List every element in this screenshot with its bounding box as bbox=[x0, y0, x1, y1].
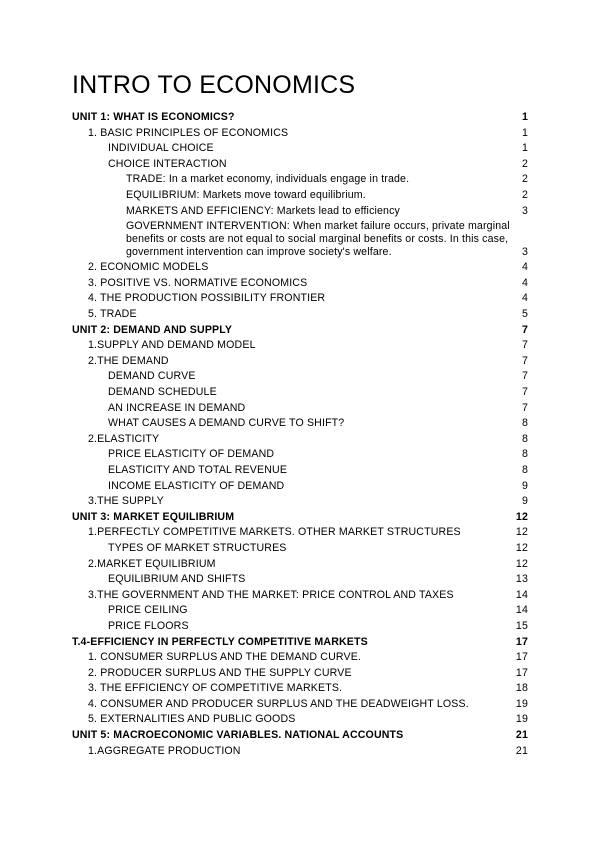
toc-entry-text: TRADE: In a market economy, individuals engage in trade. bbox=[126, 173, 410, 186]
toc-entry-text: UNIT 3: MARKET EQUILIBRIUM bbox=[72, 510, 235, 523]
toc-page-number: 3 bbox=[521, 245, 528, 258]
toc-entry-text: 2. PRODUCER SURPLUS AND THE SUPPLY CURVE bbox=[88, 666, 352, 679]
toc-entry[interactable] bbox=[72, 401, 528, 417]
toc-entry[interactable] bbox=[72, 432, 528, 448]
toc-entry-text: PRICE FLOORS bbox=[108, 619, 189, 632]
toc-entry-text: DEMAND CURVE bbox=[108, 370, 196, 383]
toc-entry-text: INCOME ELASTICITY OF DEMAND bbox=[108, 479, 285, 492]
toc-entry[interactable] bbox=[72, 354, 528, 370]
toc-entry[interactable] bbox=[72, 369, 528, 385]
toc-entry-text: 1.PERFECTLY COMPETITIVE MARKETS. OTHER MARKET STRUCTURES bbox=[88, 526, 461, 539]
toc-page-number: 21 bbox=[515, 729, 528, 742]
toc-entry[interactable] bbox=[72, 479, 528, 495]
toc-entry[interactable] bbox=[72, 416, 528, 432]
toc-page-number: 2 bbox=[521, 173, 528, 186]
toc-page-number: 19 bbox=[515, 713, 528, 726]
toc-page-number: 4 bbox=[521, 261, 528, 274]
toc-entry[interactable] bbox=[72, 697, 528, 713]
toc-entry-text: AN INCREASE IN DEMAND bbox=[108, 401, 246, 414]
toc-page-number: 1 bbox=[521, 111, 528, 123]
toc-entry-text: 3. THE EFFICIENCY OF COMPETITIVE MARKETS. bbox=[88, 682, 343, 695]
toc-entry[interactable] bbox=[72, 541, 528, 557]
toc-page-number: 2 bbox=[521, 157, 528, 170]
toc-entry-text: 2.ELASTICITY bbox=[88, 432, 160, 445]
toc-page-number: 17 bbox=[515, 666, 528, 679]
toc-entry-text: 4. THE PRODUCTION POSSIBILITY FRONTIER bbox=[88, 292, 326, 305]
toc-entry[interactable] bbox=[72, 588, 528, 604]
toc-unit-heading[interactable] bbox=[72, 510, 528, 526]
toc-unit-heading[interactable] bbox=[72, 635, 528, 651]
toc-page-number: 18 bbox=[515, 682, 528, 695]
toc-page-number: 4 bbox=[521, 276, 528, 289]
toc-page-number: 19 bbox=[515, 697, 528, 710]
toc-page-number: 3 bbox=[521, 204, 528, 217]
table-of-contents bbox=[72, 110, 528, 759]
toc-entry-text: PRICE CEILING bbox=[108, 604, 188, 617]
toc-entry-text: UNIT 5: MACROECONOMIC VARIABLES. NATIONAL ACCOUNTS bbox=[72, 729, 404, 742]
toc-page-number: 12 bbox=[515, 541, 528, 554]
toc-entry-text: INDIVIDUAL CHOICE bbox=[108, 142, 214, 155]
toc-entry-text: 1.AGGREGATE PRODUCTION bbox=[88, 744, 241, 757]
toc-page-number: 12 bbox=[515, 510, 528, 523]
toc-unit-heading[interactable] bbox=[72, 323, 528, 339]
toc-page-number: 7 bbox=[521, 370, 528, 383]
toc-entry-text: T.4-EFFICIENCY IN PERFECTLY COMPETITIVE MARKETS bbox=[72, 635, 368, 648]
toc-page-number: 4 bbox=[521, 292, 528, 305]
toc-page-number: 1 bbox=[521, 126, 528, 139]
toc-entry[interactable] bbox=[72, 603, 528, 619]
toc-entry[interactable] bbox=[72, 557, 528, 573]
toc-entry-text: EQUILIBRIUM AND SHIFTS bbox=[108, 573, 246, 586]
toc-entry[interactable] bbox=[72, 291, 528, 307]
toc-unit-heading[interactable] bbox=[72, 110, 528, 126]
toc-entry-text: 1. BASIC PRINCIPLES OF ECONOMICS bbox=[88, 126, 289, 139]
toc-page-number: 7 bbox=[521, 386, 528, 399]
toc-page-number: 13 bbox=[515, 573, 528, 586]
toc-entry[interactable] bbox=[72, 260, 528, 276]
toc-page-number: 8 bbox=[521, 448, 528, 461]
toc-entry-text: WHAT CAUSES A DEMAND CURVE TO SHIFT? bbox=[108, 417, 345, 430]
toc-entry[interactable] bbox=[72, 276, 528, 292]
toc-entry[interactable] bbox=[72, 126, 528, 142]
toc-page-number: 8 bbox=[521, 463, 528, 476]
toc-entry-text: ELASTICITY AND TOTAL REVENUE bbox=[108, 463, 288, 476]
toc-entry-text: 1. CONSUMER SURPLUS AND THE DEMAND CURVE. bbox=[88, 651, 362, 664]
toc-page-number: 1 bbox=[521, 142, 528, 155]
toc-page-number: 17 bbox=[515, 635, 528, 648]
toc-entry-text: DEMAND SCHEDULE bbox=[108, 386, 217, 399]
toc-entry[interactable] bbox=[72, 307, 528, 323]
toc-entry-text: MARKETS AND EFFICIENCY: Markets lead to efficiency bbox=[126, 204, 400, 217]
toc-entry[interactable] bbox=[72, 447, 528, 463]
toc-page-number: 5 bbox=[521, 308, 528, 321]
toc-entry-text: GOVERNMENT INTERVENTION: When market failure occurs, private marginal benefits or costs are not equal to social marginal benefits or costs. In this case, government intervention can improve society's welfare. bbox=[126, 220, 510, 258]
toc-entry[interactable] bbox=[72, 525, 528, 541]
toc-entry-text: 2. ECONOMIC MODELS bbox=[88, 261, 209, 274]
toc-entry[interactable] bbox=[72, 744, 528, 760]
toc-page-number: 14 bbox=[515, 588, 528, 601]
toc-entry[interactable] bbox=[72, 157, 528, 173]
toc-entry-text: 4. CONSUMER AND PRODUCER SURPLUS AND THE DEADWEIGHT LOSS. bbox=[88, 697, 469, 710]
toc-entry-text: UNIT 1: WHAT IS ECONOMICS? bbox=[72, 111, 235, 123]
toc-entry[interactable] bbox=[72, 650, 528, 666]
toc-entry-text: 2.THE DEMAND bbox=[88, 354, 169, 367]
toc-entry[interactable] bbox=[72, 619, 528, 635]
toc-entry[interactable] bbox=[72, 712, 528, 728]
toc-entry-text: UNIT 2: DEMAND AND SUPPLY bbox=[72, 323, 233, 336]
toc-entry[interactable] bbox=[72, 666, 528, 682]
toc-page-number: 21 bbox=[515, 744, 528, 757]
toc-entry[interactable] bbox=[72, 204, 528, 220]
toc-page-number: 7 bbox=[521, 339, 528, 352]
toc-entry-text: 5. EXTERNALITIES AND PUBLIC GOODS bbox=[88, 713, 296, 726]
toc-page-number: 7 bbox=[521, 354, 528, 367]
toc-page-number: 17 bbox=[515, 651, 528, 664]
toc-entry-text: 2.MARKET EQUILIBRIUM bbox=[88, 557, 216, 570]
toc-entry-text: CHOICE INTERACTION bbox=[108, 157, 227, 170]
toc-page-number: 15 bbox=[515, 619, 528, 632]
toc-entry-text: TYPES OF MARKET STRUCTURES bbox=[108, 541, 287, 554]
toc-entry[interactable] bbox=[72, 494, 528, 510]
toc-entry[interactable] bbox=[72, 219, 528, 258]
toc-entry-text: 3.THE GOVERNMENT AND THE MARKET: PRICE CONTROL AND TAXES bbox=[88, 588, 454, 601]
toc-entry[interactable] bbox=[72, 572, 528, 588]
document-title: INTRO TO ECONOMICS bbox=[72, 71, 356, 99]
toc-entry-text: 3.THE SUPPLY bbox=[88, 495, 164, 508]
toc-page-number: 7 bbox=[521, 401, 528, 414]
toc-page-number: 8 bbox=[521, 432, 528, 445]
toc-entry-text: 5. TRADE bbox=[88, 308, 137, 321]
toc-entry-text: 1.SUPPLY AND DEMAND MODEL bbox=[88, 339, 256, 352]
toc-page-number: 12 bbox=[515, 526, 528, 539]
toc-entry[interactable] bbox=[72, 188, 528, 204]
toc-entry[interactable] bbox=[72, 385, 528, 401]
toc-page-number: 9 bbox=[521, 495, 528, 508]
toc-unit-heading[interactable] bbox=[72, 728, 528, 744]
toc-page-number: 14 bbox=[515, 604, 528, 617]
toc-page-number: 7 bbox=[521, 323, 528, 336]
toc-entry-text: EQUILIBRIUM: Markets move toward equilibrium. bbox=[126, 188, 366, 201]
toc-entry[interactable] bbox=[72, 172, 528, 188]
toc-entry[interactable] bbox=[72, 463, 528, 479]
toc-page-number: 9 bbox=[521, 479, 528, 492]
toc-entry-text: PRICE ELASTICITY OF DEMAND bbox=[108, 448, 275, 461]
toc-entry-text: 3. POSITIVE VS. NORMATIVE ECONOMICS bbox=[88, 276, 308, 289]
toc-page-number: 8 bbox=[521, 417, 528, 430]
toc-entry[interactable] bbox=[72, 681, 528, 697]
toc-entry[interactable] bbox=[72, 338, 528, 354]
toc-page-number: 12 bbox=[515, 557, 528, 570]
toc-page-number: 2 bbox=[521, 188, 528, 201]
toc-entry[interactable] bbox=[72, 141, 528, 157]
